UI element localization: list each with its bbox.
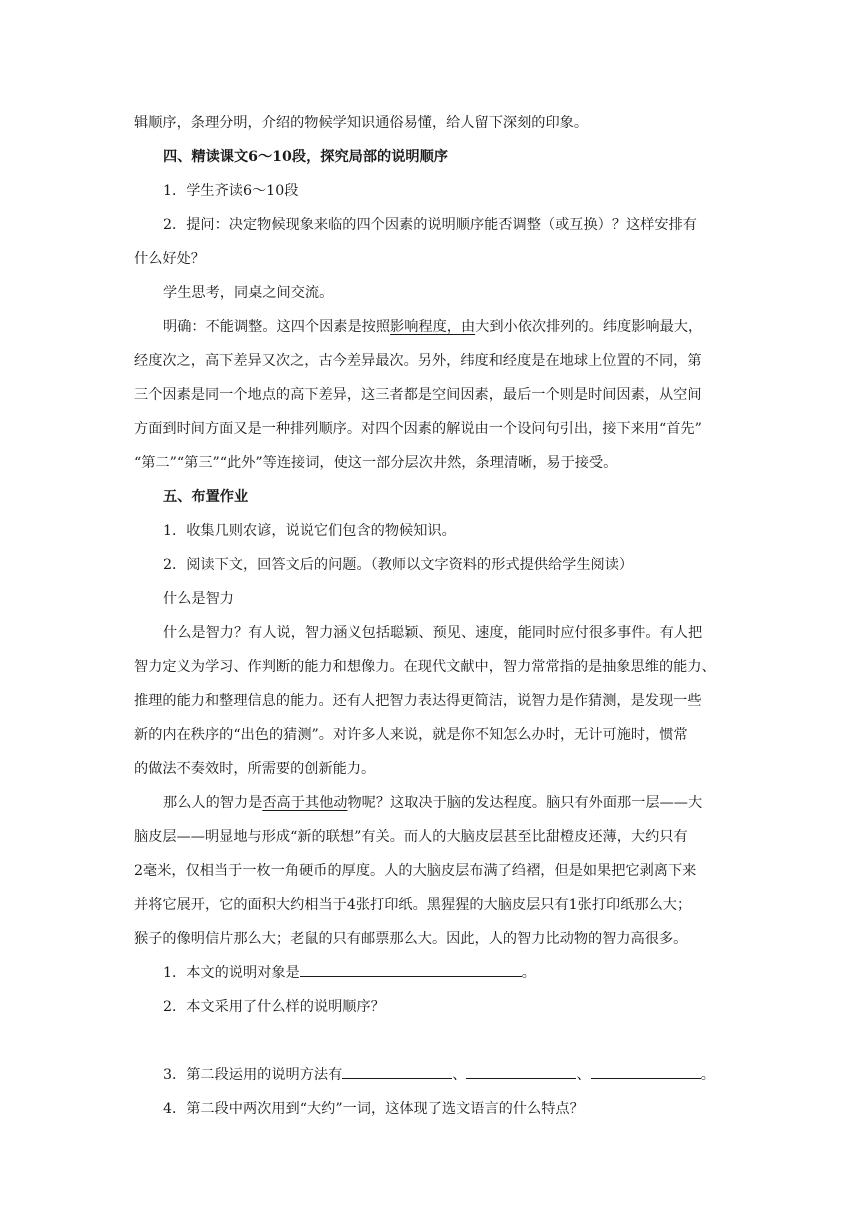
paragraph-line: 经度次之，高下差异又次之，古今差异最次。另外，纬度和经度是在地球上位置的不同，第 [134, 353, 702, 369]
answer-blank[interactable] [300, 962, 522, 977]
paragraph-line: 2．提问：决定物候现象来临的四个因素的说明顺序能否调整（或互换）？这样安排有 [163, 217, 697, 233]
text-run: 明确：不能调整。这四个因素是按照 [163, 319, 391, 335]
paragraph-line: 1．学生齐读6～10段 [163, 183, 299, 199]
question-3 [134, 1058, 734, 1092]
punctuation: 。 [700, 1067, 715, 1083]
question-2: 2．本文采用了什么样的说明顺序？ [163, 999, 385, 1015]
paragraph-line: 智力定义为学习、作判断的能力和想像力。在现代文献中，智力常常指的是抽象思维的能力、 [134, 659, 716, 675]
paragraph-line: 1．收集几则农谚，说说它们包含的物候知识。 [163, 523, 456, 539]
question-1 [134, 956, 734, 990]
paragraph-line [134, 310, 734, 344]
paragraph-line: 什么好处？ [134, 251, 205, 267]
paragraph-line: 2毫米，仅相当于一枚一角硬币的厚度。人的大脑皮层布满了绉褶，但是如果把它剥离下来 [134, 863, 697, 879]
paragraph-line: 辑顺序，条理分明，介绍的物候学知识通俗易懂，给人留下深刻的印象。 [134, 115, 589, 131]
text-run: 那么人的智力是 [163, 795, 263, 811]
paragraph-line: “第二”“第三”“此外”等连接词，使这一部分层次井然，条理清晰，易于接受。 [134, 455, 618, 471]
paragraph-line: 的做法不奏效时，所需要的创新能力。 [134, 761, 376, 777]
paragraph-line: 2．阅读下文，回答文后的问题。（教师以文字资料的形式提供给学生阅读） [163, 557, 634, 573]
answer-blank[interactable] [342, 1064, 452, 1079]
question-text: 1．本文的说明对象是 [163, 965, 300, 981]
paragraph-line: 推理的能力和整理信息的能力。还有人把智力表达得更简洁，说智力是作猜测，是发现一些 [134, 693, 702, 709]
underlined-text: 否高于其他动 [262, 795, 348, 811]
section-heading-4: 四、精读课文6～10段，探究局部的说明顺序 [163, 149, 448, 165]
paragraph-line: 脑皮层——明显地与形成“新的联想”有关。而人的大脑皮层甚至比甜橙皮还薄，大约只有 [134, 829, 688, 845]
paragraph-line [134, 786, 734, 820]
answer-space [134, 1024, 734, 1058]
text-run: 物呢？这取决于脑的发达程度。脑只有外面那一层——大 [347, 795, 703, 811]
paragraph-line: 并将它展开，它的面积大约相当于4张打印纸。黑猩猩的大脑皮层只有1张打印纸那么大； [134, 897, 692, 913]
punctuation: 、 [576, 1067, 591, 1083]
punctuation: 、 [452, 1067, 467, 1083]
text-run: 大到小依次排列的。纬度影响最大， [475, 319, 703, 335]
answer-blank[interactable] [591, 1064, 701, 1079]
question-text: 3．第二段运用的说明方法有 [163, 1067, 343, 1083]
section-heading-5: 五、布置作业 [163, 489, 249, 505]
paragraph-line: 方面到时间方面又是一种排列顺序。对四个因素的解说由一个设问句引出，接下来用“首先” [134, 421, 702, 437]
question-4: 4．第二段中两次用到“大约”一词，这体现了选文语言的什么特点？ [163, 1101, 584, 1117]
article-title: 什么是智力 [163, 591, 234, 607]
document-body [134, 106, 734, 1126]
paragraph-line: 三个因素是同一个地点的高下差异，这三者都是空间因素，最后一个则是时间因素，从空间 [134, 387, 702, 403]
underlined-text: 影响程度，由 [390, 319, 476, 335]
paragraph-line: 新的内在秩序的“出色的猜测”。对许多人来说，就是你不知怎么办时，无计可施时，惯常 [134, 727, 688, 743]
paragraph-line: 学生思考，同桌之间交流。 [163, 285, 334, 301]
paragraph-line: 什么是智力？有人说，智力涵义包括聪颖、预见、速度，能同时应付很多事件。有人把 [163, 625, 703, 641]
punctuation: 。 [521, 965, 536, 981]
paragraph-line: 猴子的像明信片那么大；老鼠的只有邮票那么大。因此，人的智力比动物的智力高很多。 [134, 931, 688, 947]
answer-blank[interactable] [466, 1064, 576, 1079]
